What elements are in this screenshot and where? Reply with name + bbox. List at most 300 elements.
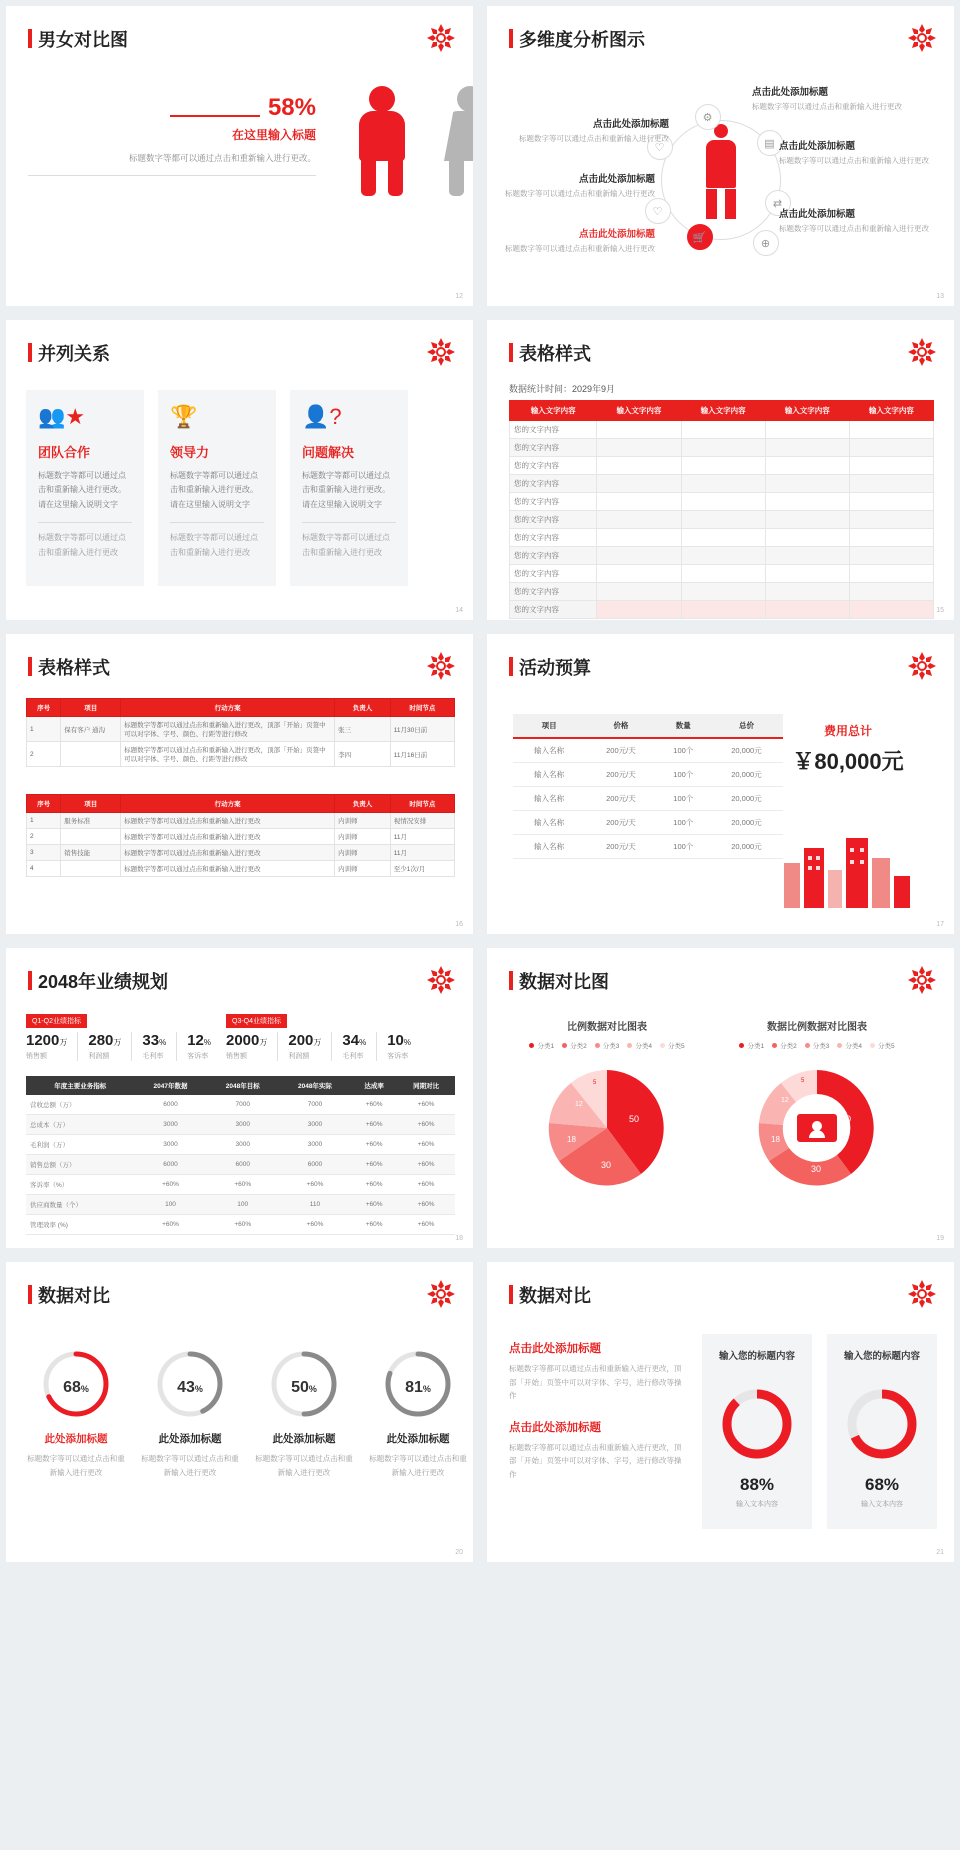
diagram-label-1: [519, 116, 669, 145]
cell: [681, 493, 765, 511]
cell: [765, 457, 849, 475]
cell: 6000: [134, 1095, 206, 1115]
cell: 100个: [657, 787, 710, 811]
total-value: ￥80,000元: [792, 749, 904, 774]
cell: [849, 547, 933, 565]
cell: 20,000元: [710, 763, 783, 787]
col-header: 同期对比: [397, 1076, 455, 1095]
cell: 客诉率（%）: [26, 1175, 134, 1195]
card-divider: [170, 522, 264, 523]
cell: +60%: [397, 1175, 455, 1195]
table-row: [510, 439, 934, 457]
label-desc: 标题数字等可以通过点击和重新输入进行更改: [752, 102, 902, 111]
progress-item-4: [366, 1348, 470, 1479]
cell: 销售技能: [61, 845, 121, 861]
col-header: 2048年目标: [207, 1076, 279, 1095]
col-header: 输入文字内容: [681, 401, 765, 421]
slide-18: [6, 948, 473, 1248]
progress-desc: 标题数字等可以通过点击和重新输入进行更改: [255, 1454, 353, 1477]
cell: 100个: [657, 763, 710, 787]
cell: [597, 529, 681, 547]
diagram-label-6: [779, 206, 929, 235]
page-number: 18: [455, 1235, 463, 1242]
cell: [597, 421, 681, 439]
cell: [849, 583, 933, 601]
table-row: [27, 813, 455, 829]
kpi-label: 利润额: [288, 1053, 310, 1060]
cell: 销售总额（万）: [26, 1155, 134, 1175]
table-row: [510, 493, 934, 511]
page-title: 2048年业绩规划: [28, 968, 168, 994]
block-title: 点击此处添加标题: [509, 1421, 601, 1434]
action-table-2-wrapper: [26, 794, 455, 877]
node-heart2-icon[interactable]: ♡: [645, 198, 671, 224]
table-row: [27, 829, 455, 845]
legend-item: 分类3: [595, 1041, 620, 1050]
donut-chart-block: [717, 1018, 917, 1205]
cell: 4: [27, 861, 61, 877]
brand-logo-icon: [908, 1280, 936, 1308]
panel-value: 88%: [739, 1475, 775, 1494]
progress-item-1: [24, 1348, 128, 1479]
slide-14: [6, 320, 473, 620]
col-header: 输入文字内容: [765, 401, 849, 421]
cell: 3: [27, 845, 61, 861]
slide-12: [6, 6, 473, 306]
cell: [765, 547, 849, 565]
slide-17: [487, 634, 954, 934]
progress-ring-row: [24, 1348, 470, 1479]
businessman-icon: [704, 124, 738, 220]
cell: 内训师: [335, 829, 391, 845]
diagram-label-4: [752, 84, 902, 113]
node-share-icon[interactable]: ⇄: [765, 190, 791, 216]
cell: [681, 475, 765, 493]
donut-label: 18: [771, 1135, 780, 1144]
cell: [61, 829, 121, 845]
male-divider: [28, 175, 316, 176]
cell: [597, 439, 681, 457]
kpi-unit: %: [159, 1038, 167, 1047]
male-stats: [28, 94, 328, 176]
cell: 您的文字内容: [510, 421, 597, 439]
progress-desc: 标题数字等可以通过点击和重新输入进行更改: [141, 1454, 239, 1477]
block-desc: 标题数字等都可以通过点击和重新输入进行更改，顶部「开始」页签中可以对字体、字号，进行修改等操作: [509, 1364, 682, 1400]
cell: 至少1次/月: [390, 861, 454, 877]
legend-item: 分类5: [660, 1041, 685, 1050]
col-header: 年度主要业务指标: [26, 1076, 134, 1095]
cell: 200元/天: [585, 738, 656, 763]
chart-legend-left: [507, 1041, 707, 1050]
cell: +60%: [351, 1135, 397, 1155]
col-header: 输入文字内容: [849, 401, 933, 421]
kpi-item: [387, 1032, 421, 1061]
brand-logo-icon: [908, 966, 936, 994]
table-body: [26, 1095, 455, 1235]
col-header: 数量: [657, 714, 710, 738]
cell: 100个: [657, 835, 710, 859]
table-row: [513, 787, 783, 811]
cell: [849, 439, 933, 457]
cell: [849, 565, 933, 583]
cell: 输入名称: [513, 787, 585, 811]
cell: [597, 547, 681, 565]
cell: 2: [27, 742, 61, 767]
cell: [849, 457, 933, 475]
panel-ring-2: [842, 1384, 922, 1464]
page-title: 多维度分析图示: [509, 26, 645, 52]
page-number: 19: [936, 1235, 944, 1242]
progress-item-3: [252, 1348, 356, 1479]
cell: +60%: [207, 1175, 279, 1195]
table-row: [510, 475, 934, 493]
page-title: 并列关系: [28, 340, 110, 366]
progress-title: 此处添加标题: [158, 1433, 222, 1445]
pie-label: 5: [593, 1080, 597, 1086]
col-header: 负责人: [335, 699, 391, 717]
donut-label: 30: [811, 1164, 822, 1174]
gender-figures: [351, 86, 473, 196]
cell: [849, 421, 933, 439]
cell: 20,000元: [710, 811, 783, 835]
diagram-label-2: [505, 171, 655, 200]
block-desc: 标题数字等都可以通过点击和重新输入进行更改，顶部「开始」页签中可以对字体、字号，进行修改等操作: [509, 1442, 682, 1479]
cell: 标题数字等都可以通过点击和重新输入进行更改: [121, 813, 335, 829]
brand-logo-icon: [427, 652, 455, 680]
cell: [849, 601, 933, 619]
podium-icon: 🏆: [170, 404, 198, 429]
cell: 200元/天: [585, 787, 656, 811]
kpi-unit: 万: [59, 1038, 68, 1047]
cell: 2: [27, 829, 61, 845]
kpi-item: [88, 1032, 132, 1061]
progress-unit: %: [194, 1384, 203, 1394]
cell: [681, 565, 765, 583]
table-header-row: [26, 1076, 455, 1095]
legend-item: 分类1: [529, 1041, 554, 1050]
radial-diagram: [497, 66, 944, 286]
table-row: [513, 738, 783, 763]
panel-value: 68%: [864, 1475, 900, 1494]
question-person-icon: 👤?: [302, 404, 342, 429]
col-header: 2047年数据: [134, 1076, 206, 1095]
cell: +60%: [397, 1155, 455, 1175]
male-figure-icon: [351, 86, 413, 196]
cell: 110: [279, 1195, 351, 1215]
cell: [765, 439, 849, 457]
panel-title: 输入您的标题内容: [843, 1351, 920, 1362]
cell: [597, 475, 681, 493]
panel-desc: 输入文本内容: [861, 1501, 903, 1508]
cell: [597, 511, 681, 529]
progress-unit: %: [80, 1384, 89, 1394]
cell: 6000: [134, 1155, 206, 1175]
kpi-unit: %: [403, 1038, 412, 1047]
page-number: 14: [455, 607, 463, 614]
page-title: 表格样式: [509, 340, 591, 366]
page-title: 表格样式: [28, 654, 110, 680]
cell: 20,000元: [710, 738, 783, 763]
cell: 视情况安排: [390, 813, 454, 829]
business-plan-table-wrapper: [26, 1076, 455, 1235]
cell: +60%: [397, 1195, 455, 1215]
page-number: 21: [936, 1549, 944, 1556]
card-desc2: 标题数字等都可以通过点击和重新输入进行更改: [302, 533, 390, 557]
cell: [61, 742, 121, 767]
table-row: [27, 717, 455, 742]
data-table-wrapper: [509, 400, 934, 619]
node-cart-icon[interactable]: 🛒: [687, 224, 713, 250]
cell: 内训师: [335, 845, 391, 861]
node-gear-icon[interactable]: ⚙: [695, 104, 721, 130]
cell: +60%: [207, 1215, 279, 1235]
kpi-label: 利润额: [88, 1053, 110, 1060]
kpi-item: [187, 1032, 221, 1061]
label-title: 点击此处添加标题: [779, 209, 856, 220]
cell: 200元/天: [585, 811, 656, 835]
card-problem-solving[interactable]: [290, 390, 408, 586]
progress-item-2: [138, 1348, 242, 1479]
kpi-value: 34: [342, 1032, 360, 1049]
brand-logo-icon: [908, 652, 936, 680]
kpi-value: 12: [187, 1032, 204, 1049]
cell: [597, 565, 681, 583]
cell: 服务标准: [61, 813, 121, 829]
card-divider: [38, 522, 132, 523]
kpi-item: [342, 1032, 377, 1061]
chart-legend-right: [717, 1041, 917, 1050]
cell: [681, 511, 765, 529]
brand-logo-icon: [427, 966, 455, 994]
page-number: 12: [455, 293, 463, 300]
cell: 您的文字内容: [510, 565, 597, 583]
panel-title: 输入您的标题内容: [718, 1351, 795, 1362]
kpi-row-1: [26, 1032, 231, 1061]
cell: 您的文字内容: [510, 547, 597, 565]
cell: 3000: [207, 1135, 279, 1155]
cell: [849, 493, 933, 511]
center-person-icon: [797, 1114, 837, 1142]
table-row: [26, 1135, 455, 1155]
kpi-unit: 万: [113, 1038, 122, 1047]
col-header: 负责人: [335, 795, 391, 813]
kpi-value: 280: [88, 1032, 114, 1049]
kpi-item: [226, 1032, 278, 1061]
cell: +60%: [397, 1115, 455, 1135]
donut-chart: [717, 1050, 917, 1200]
progress-desc: 标题数字等可以通过点击和重新输入进行更改: [369, 1454, 467, 1477]
cell: 您的文字内容: [510, 511, 597, 529]
progress-title: 此处添加标题: [272, 1433, 336, 1445]
brand-logo-icon: [427, 24, 455, 52]
kpi-value: 2000: [226, 1032, 260, 1049]
pie-label: 30: [601, 1160, 612, 1170]
chart-title-left: 比例数据对比图表: [567, 1022, 647, 1033]
cell: [681, 421, 765, 439]
cell: +60%: [279, 1175, 351, 1195]
cell: 管理效率 (%): [26, 1215, 134, 1235]
cell: 输入名称: [513, 835, 585, 859]
brand-logo-icon: [427, 1280, 455, 1308]
table-row: [510, 511, 934, 529]
cell: 输入名称: [513, 738, 585, 763]
cell: 标题数字等都可以通过点击和重新输入进行更改: [121, 861, 335, 877]
budget-table: [513, 714, 783, 859]
cell: [765, 583, 849, 601]
card-desc: 标题数字等都可以通过点击和重新输入进行更改。请在这里输入说明文字: [170, 471, 258, 509]
table-row: [510, 565, 934, 583]
col-header: 项目: [513, 714, 585, 738]
pie-chart: [507, 1050, 707, 1200]
stat-panel-2: [827, 1334, 937, 1529]
action-table-2: [26, 794, 455, 877]
cell: [597, 583, 681, 601]
brand-logo-icon: [908, 24, 936, 52]
cell: +60%: [351, 1095, 397, 1115]
slide-21: [487, 1262, 954, 1562]
brand-logo-icon: [908, 338, 936, 366]
kpi-value: 200: [288, 1032, 314, 1049]
card-divider: [302, 522, 396, 523]
cell: +60%: [351, 1215, 397, 1235]
cell: 1: [27, 717, 61, 742]
cell: +60%: [351, 1155, 397, 1175]
cell: 张三: [335, 717, 391, 742]
kpi-label: 客诉率: [387, 1053, 409, 1060]
kpi-item: [288, 1032, 332, 1061]
col-header: 行动方案: [121, 699, 335, 717]
cell: 7000: [279, 1095, 351, 1115]
label-desc: 标题数字等可以通过点击和重新输入进行更改: [519, 134, 669, 143]
table-row: [27, 861, 455, 877]
node-globe-icon[interactable]: ⊕: [753, 230, 779, 256]
cell: 李四: [335, 742, 391, 767]
kpi-group-1: [26, 1010, 231, 1061]
card-desc: 标题数字等都可以通过点击和重新输入进行更改。请在这里输入说明文字: [302, 471, 390, 509]
cell: 6000: [207, 1155, 279, 1175]
card-leadership[interactable]: [158, 390, 276, 586]
page-number: 13: [936, 293, 944, 300]
cell: 3000: [207, 1115, 279, 1135]
cell: 6000: [279, 1155, 351, 1175]
cell: [681, 583, 765, 601]
cell: 您的文字内容: [510, 493, 597, 511]
donut-label: 5: [801, 1078, 805, 1084]
cell: [681, 601, 765, 619]
cell: 总成本（万）: [26, 1115, 134, 1135]
legend-item: 分类4: [837, 1041, 862, 1050]
table-header-row: [27, 795, 455, 813]
panel-desc: 输入文本内容: [736, 1501, 778, 1508]
cell: [765, 565, 849, 583]
col-header: 输入文字内容: [510, 401, 597, 421]
cell: 您的文字内容: [510, 601, 597, 619]
cell: [765, 475, 849, 493]
data-date-label: 数据统计时间：2029年9月: [509, 384, 616, 394]
legend-item: 分类3: [805, 1041, 830, 1050]
progress-unit: %: [422, 1384, 431, 1394]
col-header: 项目: [61, 795, 121, 813]
cell: 3000: [134, 1115, 206, 1135]
page-title: 数据对比: [28, 1282, 110, 1308]
legend-item: 分类1: [739, 1041, 764, 1050]
cell: [61, 861, 121, 877]
pie-chart-block: [507, 1018, 707, 1205]
donut-label: 50: [841, 1114, 852, 1124]
kpi-value: 1200: [26, 1032, 60, 1049]
cell: [681, 547, 765, 565]
cell: 3000: [279, 1135, 351, 1155]
node-briefcase-icon[interactable]: ▤: [757, 130, 783, 156]
cell: 输入名称: [513, 811, 585, 835]
kpi-label: 销售额: [226, 1053, 247, 1060]
slide-16: [6, 634, 473, 934]
cell: 7000: [207, 1095, 279, 1115]
cell: 3000: [279, 1115, 351, 1135]
cell: +60%: [134, 1175, 206, 1195]
male-percent: 58%: [267, 94, 316, 121]
cell: [765, 529, 849, 547]
kpi-item: [26, 1032, 78, 1061]
progress-value: 50: [291, 1379, 309, 1396]
cell: +60%: [397, 1215, 455, 1235]
card-title: 领导力: [170, 445, 210, 460]
table-row: [26, 1175, 455, 1195]
cell: +60%: [351, 1175, 397, 1195]
page-number: 20: [455, 1549, 463, 1556]
legend-item: 分类4: [627, 1041, 652, 1050]
label-desc: 标题数字等可以通过点击和重新输入进行更改: [505, 189, 655, 198]
cell: [765, 511, 849, 529]
table-body: [513, 738, 783, 859]
budget-total: [768, 722, 928, 776]
table-row: [510, 547, 934, 565]
cell: +60%: [279, 1215, 351, 1235]
slide-20: [6, 1262, 473, 1562]
cell: [849, 511, 933, 529]
table-row: [510, 529, 934, 547]
cell: 1: [27, 813, 61, 829]
legend-item: 分类2: [772, 1041, 797, 1050]
cell: [849, 475, 933, 493]
action-table-1-wrapper: [26, 698, 455, 767]
cell: 20,000元: [710, 787, 783, 811]
col-header: 总价: [710, 714, 783, 738]
page-number: 15: [936, 607, 944, 614]
page-title: 数据对比图: [509, 968, 609, 994]
cell: 毛利润（万）: [26, 1135, 134, 1155]
kpi-label: 客诉率: [187, 1053, 209, 1060]
col-header: 输入文字内容: [597, 401, 681, 421]
cell: 标题数字等都可以通过点击和重新输入进行更改，顶部「开始」页签中可以对字体、字号、颜色、行距等进行修改: [121, 717, 335, 742]
action-table-1: [26, 698, 455, 767]
parallel-cards: [26, 390, 408, 586]
table-row: [510, 457, 934, 475]
cell: 11月: [390, 829, 454, 845]
kpi-unit: 万: [259, 1038, 268, 1047]
slide-13: [487, 6, 954, 306]
label-title: 点击此处添加标题: [592, 119, 669, 130]
table-row: [510, 583, 934, 601]
kpi-unit: %: [203, 1038, 212, 1047]
cell: 标题数字等都可以通过点击和重新输入进行更改: [121, 829, 335, 845]
female-figure-icon: [439, 86, 473, 196]
node-heart-icon[interactable]: ♡: [647, 134, 673, 160]
card-desc2: 标题数字等都可以通过点击和重新输入进行更改: [170, 533, 258, 557]
pie-label: 12: [575, 1101, 583, 1108]
card-teamwork[interactable]: [26, 390, 144, 586]
male-desc: 标题数字等都可以通过点击和重新输入进行更改。: [128, 153, 316, 163]
